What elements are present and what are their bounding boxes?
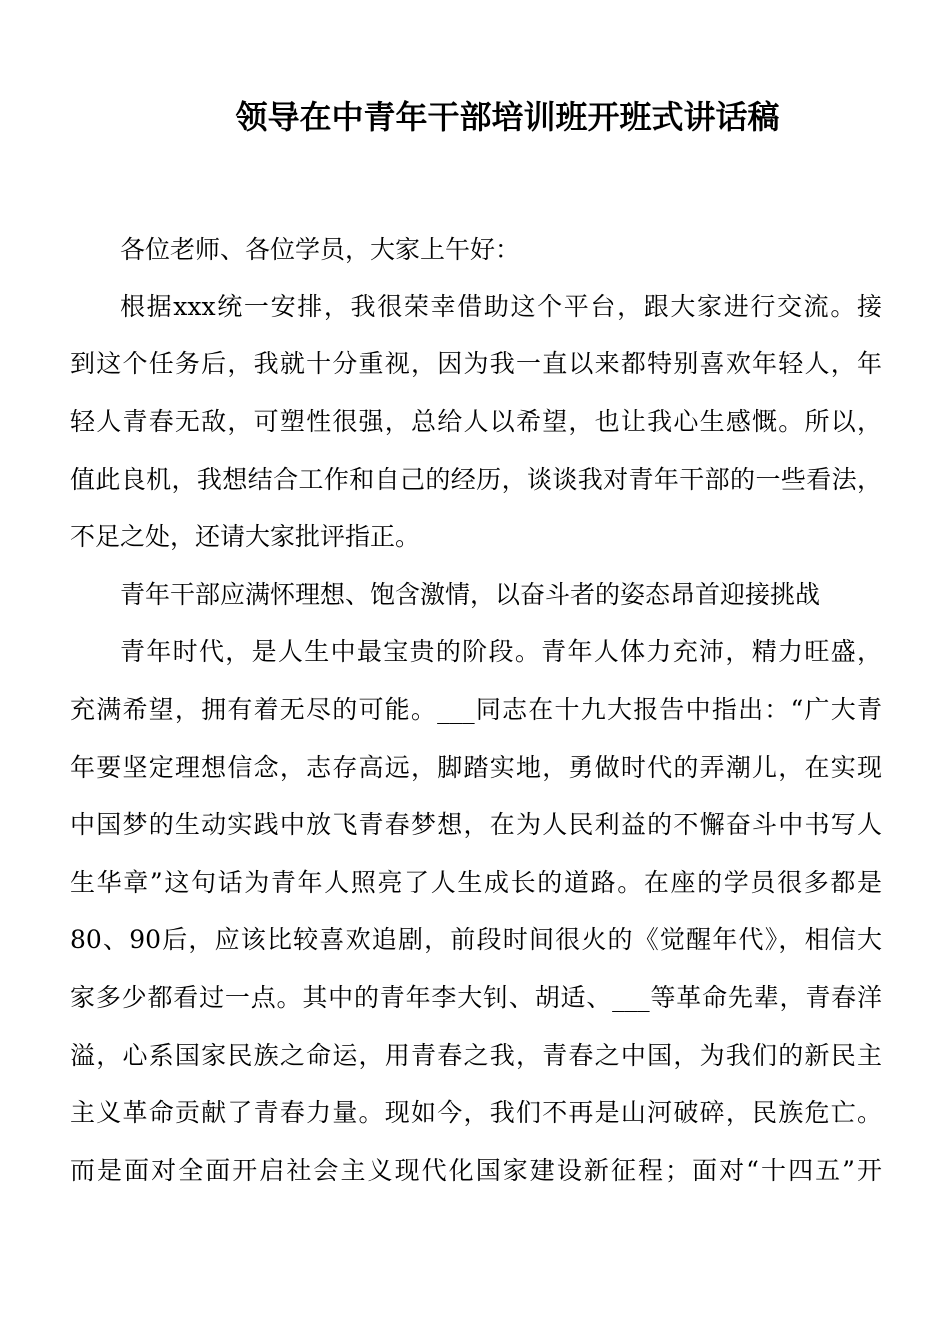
body-line: 青年时代，是人生中最宝贵的阶段。青年人体力充沛，精力旺盛， bbox=[120, 637, 882, 666]
body-line: 充满希望，拥有着无尽的可能。___同志在十九大报告中指出：“广大青 bbox=[70, 695, 882, 724]
body-line: 80、90后，应该比较喜欢追剧，前段时间很火的《觉醒年代》，相信大 bbox=[70, 925, 882, 954]
document-title: 领导在中青年干部培训班开班式讲话稿 bbox=[235, 98, 780, 136]
body-line: 溢，心系国家民族之命运，用青春之我，青春之中国，为我们的新民主 bbox=[70, 1041, 882, 1070]
body-line: 主义革命贡献了青春力量。现如今，我们不再是山河破碎，民族危亡。 bbox=[70, 1098, 882, 1127]
body-line: 根据xxx统一安排，我很荣幸借助这个平台，跟大家进行交流。接 bbox=[120, 292, 882, 321]
body-line: 不足之处，还请大家批评指正。 bbox=[70, 522, 421, 551]
body-line: 轻人青春无敌，可塑性很强，总给人以希望，也让我心生感慨。所以， bbox=[70, 407, 882, 436]
body-line: 而是面对全面开启社会主义现代化国家建设新征程；面对“十四五”开 bbox=[70, 1156, 882, 1185]
body-line: 中国梦的生动实践中放飞青春梦想，在为人民利益的不懈奋斗中书写人 bbox=[70, 810, 882, 839]
body-line: 值此良机，我想结合工作和自己的经历，谈谈我对青年干部的一些看法， bbox=[70, 465, 882, 494]
section-heading: 青年干部应满怀理想、饱含激情，以奋斗者的姿态昂首迎接挑战 bbox=[120, 580, 821, 609]
greeting-line: 各位老师、各位学员，大家上午好： bbox=[120, 235, 521, 264]
body-line: 生华章”这句话为青年人照亮了人生成长的道路。在座的学员很多都是 bbox=[70, 868, 882, 897]
body-line: 年要坚定理想信念，志存高远，脚踏实地，勇做时代的弄潮儿，在实现 bbox=[70, 753, 882, 782]
body-line: 家多少都看过一点。其中的青年李大钊、胡适、___等革命先辈，青春洋 bbox=[70, 983, 882, 1012]
body-line: 到这个任务后，我就十分重视，因为我一直以来都特别喜欢年轻人，年 bbox=[70, 349, 882, 378]
